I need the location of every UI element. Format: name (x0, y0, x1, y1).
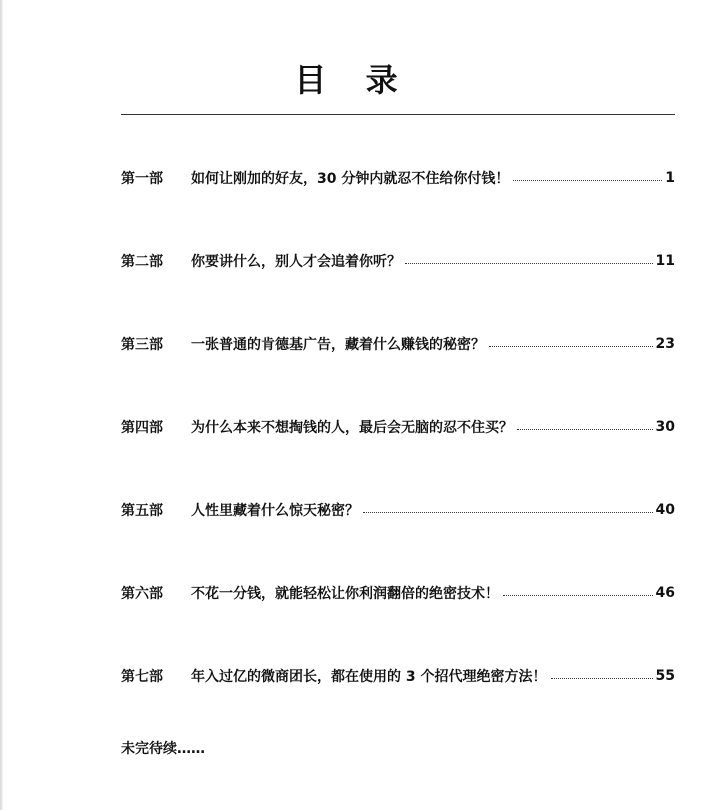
dot-leader (513, 180, 662, 181)
toc-entry-title: 不花一分钱，就能轻松让你利润翻倍的绝密技术！ (191, 586, 499, 602)
toc-page-number: 1 (665, 170, 675, 186)
toc-page-number: 30 (655, 419, 675, 435)
toc-entry-title: 你要讲什么，别人才会追着你听？ (191, 254, 401, 270)
toc-entry-4[interactable] (121, 416, 675, 438)
toc-part-label: 第七部 (121, 669, 163, 685)
toc-page-number: 11 (655, 253, 675, 269)
dot-leader (363, 512, 653, 513)
toc-entry-title: 如何让刚加的好友，30 分钟内就忍不住给你付钱！ (191, 171, 510, 187)
toc-entry-title: 人性里藏着什么惊天秘密？ (191, 503, 359, 519)
toc-part-label: 第六部 (121, 586, 163, 602)
toc-entry-5[interactable] (121, 499, 675, 521)
dot-leader (489, 346, 653, 347)
dot-leader (551, 678, 653, 679)
title-divider (121, 114, 675, 115)
toc-part-label: 第五部 (121, 503, 163, 519)
dot-leader (405, 263, 653, 264)
toc-part-label: 第二部 (121, 254, 163, 270)
to-be-continued-note: 未完待续…… (121, 741, 205, 757)
toc-part-label: 第一部 (121, 171, 163, 187)
dot-leader (517, 429, 653, 430)
toc-entry-6[interactable] (121, 582, 675, 604)
toc-entry-title: 为什么本来不想掏钱的人，最后会无脑的忍不住买？ (191, 420, 513, 436)
toc-page-number: 23 (655, 336, 675, 352)
toc-entry-2[interactable] (121, 250, 675, 272)
toc-page-number: 55 (655, 668, 675, 684)
toc-page-number: 40 (655, 502, 675, 518)
toc-part-label: 第四部 (121, 420, 163, 436)
toc-entry-title: 一张普通的肯德基广告，藏着什么赚钱的秘密？ (191, 337, 485, 353)
toc-part-label: 第三部 (121, 337, 163, 353)
dot-leader (503, 595, 653, 596)
page-title: 目 录 (294, 61, 412, 99)
toc-entry-1[interactable] (121, 167, 675, 189)
page-edge (0, 0, 3, 810)
toc-entry-3[interactable] (121, 333, 675, 355)
toc-entry-7[interactable] (121, 665, 675, 687)
toc-page-number: 46 (655, 585, 675, 601)
toc-entry-title: 年入过亿的微商团长，都在使用的 3 个招代理绝密方法！ (191, 669, 547, 685)
